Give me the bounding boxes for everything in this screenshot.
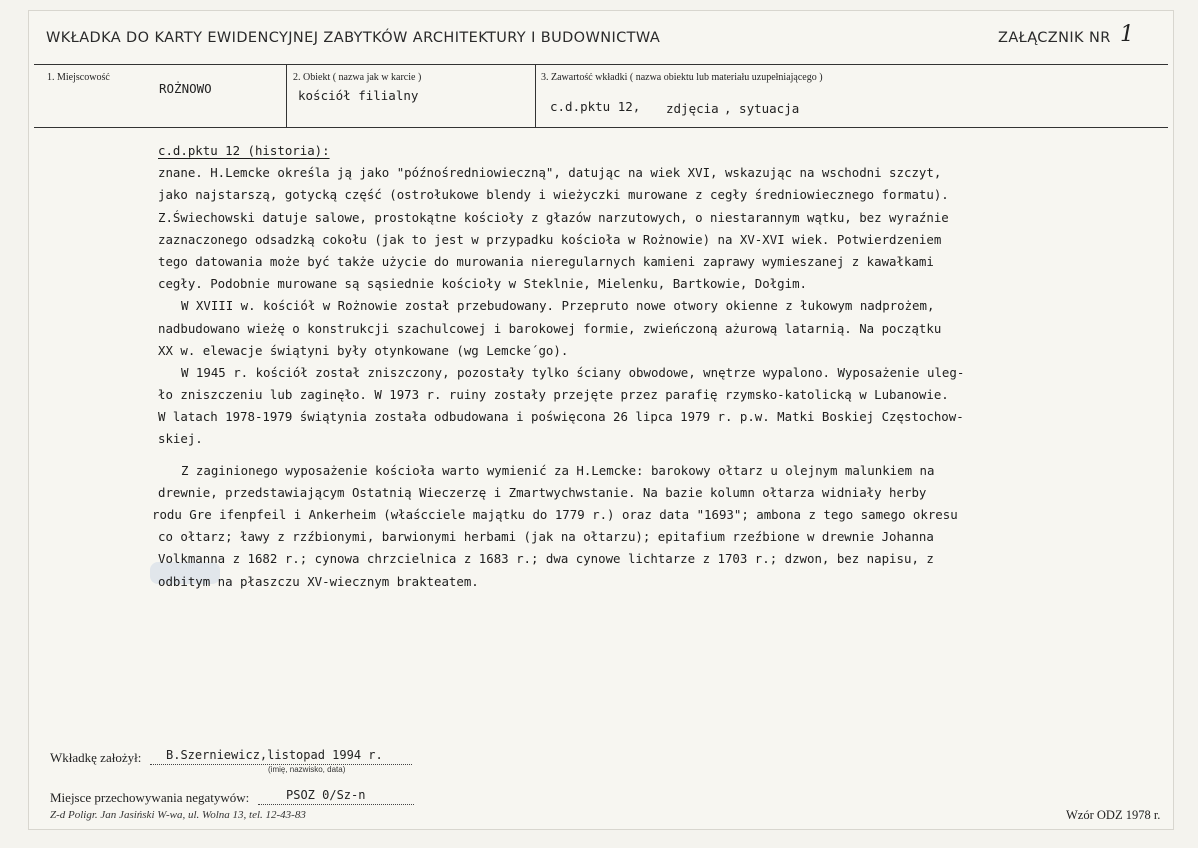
- section-heading: c.d.pktu 12 (historia):: [158, 143, 330, 158]
- field-3-value-c: , sytuacja: [724, 101, 800, 116]
- text-line: odbitym na płaszczu XV-wiecznym brakteatem.: [158, 573, 479, 589]
- storage-value: PSOZ 0/Sz-n: [286, 788, 366, 802]
- founder-subcaption: (imię, nazwisko, data): [268, 765, 346, 774]
- text-line: znane. H.Lemcke określa ją jako "późnośredniowieczną", datując na wiek XVI, wskazując na wschodni szczyt,: [158, 165, 942, 181]
- text-line: zaznaczonego odsadzką cokołu (jak to jest w przypadku kościoła w Rożnowie) na XV-XVI wiek. Potwierdzeniem: [158, 231, 942, 247]
- storage-label: Miejsce przechowywania negatywów:: [50, 790, 250, 805]
- printer-imprint: Z-d Poligr. Jan Jasiński W-wa, ul. Wolna 13, tel. 12-43-83: [50, 809, 306, 821]
- text-line: XX w. elewacje świątyni były otynkowane (wg Lemcke´go).: [158, 342, 569, 358]
- field-box-bottom-rule: [34, 127, 1168, 128]
- text-line: skiej.: [158, 431, 203, 447]
- text-line: drewnie, przedstawiającym Ostatnią Wieczerzę i Zmartwychwstanie. Na bazie kolumn ołtarza widniały herby: [158, 484, 927, 500]
- text-line: Z zaginionego wyposażenie kościoła warto wymienić za H.Lemcke: barokowy ołtarz u olejnym malunkiem na: [181, 462, 935, 478]
- field-1-label: 1. Miejscowość: [47, 72, 110, 83]
- text-line: co ołtarz; ławy z rzźbionymi, barwionymi herbami (jak na ołtarzu); epitafium rzeźbione w drewnie Johanna: [158, 529, 934, 545]
- text-line: W XVIII w. kościół w Rożnowie został przebudowany. Przepruto nowe otwory okienne z łukowym nadprożem,: [181, 298, 935, 314]
- text-line: cegły. Podobnie murowane są sąsiednie kościoły w Steklnie, Mielenku, Bartkowie, Dołgim.: [158, 276, 808, 292]
- field-1-value: ROŻNOWO: [159, 81, 212, 96]
- text-line: W 1945 r. kościół został zniszczony, pozostały tylko ściany obwodowe, wnętrze wypalono. Wyposażenie uleg-: [181, 364, 965, 380]
- field-3-value-a: c.d.pktu 12,: [550, 99, 641, 114]
- field-3-value-b: zdjęcia: [666, 101, 719, 116]
- field-divider-2: [535, 64, 536, 127]
- text-line: Z.Świechowski datuje salowe, prostokątne kościoły z głazów narzutowych, o niestarannym wątku, bez wyraźnie: [158, 209, 949, 225]
- card-title: WKŁADKA DO KARTY EWIDENCYJNEJ ZABYTKÓW ARCHITEKTURY I BUDOWNICTWA: [46, 30, 661, 46]
- text-line: rodu Gre ifenpfeil i Ankerheim (właścciele majątku do 1779 r.) oraz data "1693"; ambona z tego samego okresu: [152, 507, 958, 522]
- founder-value: B.Szerniewicz,listopad 1994 r.: [166, 748, 383, 762]
- founder-label: Wkładkę założył:: [50, 750, 142, 765]
- field-2-value: kościół filialny: [298, 88, 419, 103]
- field-2-label: 2. Obiekt ( nazwa jak w karcie ): [293, 72, 422, 83]
- text-line: nadbudowano wieżę o konstrukcji szachulcowej i barokowej formie, zwieńczoną ażurową latarnią. Na początku: [158, 320, 942, 336]
- text-line: jako najstarszą, gotycką część (ostrołukowe blendy i wieżyczki murowane z cegły średniowiecznego formatu).: [158, 187, 949, 203]
- field-3-label: 3. Zawartość wkładki ( nazwa obiektu lub materiału uzupełniającego ): [541, 72, 823, 83]
- field-box-top-rule: [34, 64, 1168, 65]
- annex-number: 1: [1120, 22, 1134, 47]
- text-line: tego datowania może być także użycie do murowania nieregularnych kamieni zaprawy wymieszanej z kawałkami: [158, 253, 934, 269]
- form-pattern: Wzór ODZ 1978 r.: [1066, 808, 1161, 822]
- storage-dots: [258, 804, 414, 805]
- text-line: Volkmanna z 1682 r.; cynowa chrzcielnica z 1683 r.; dwa cynowe lichtarze z 1703 r.; dzwon, bez napisu, z: [158, 551, 934, 567]
- field-divider-1: [286, 64, 287, 127]
- text-line: W latach 1978-1979 świątynia została odbudowana i poświęcona 26 lipca 1979 r. p.w. Matki Boskiej Częstochow-: [158, 409, 964, 425]
- history-text: [152, 140, 1068, 593]
- text-line: ło zniszczeniu lub zaginęło. W 1973 r. ruiny zostały przejęte przez parafię rzymsko-katolicką w Lubanowie.: [158, 387, 949, 403]
- annex-label: ZAŁĄCZNIK NR: [998, 30, 1111, 46]
